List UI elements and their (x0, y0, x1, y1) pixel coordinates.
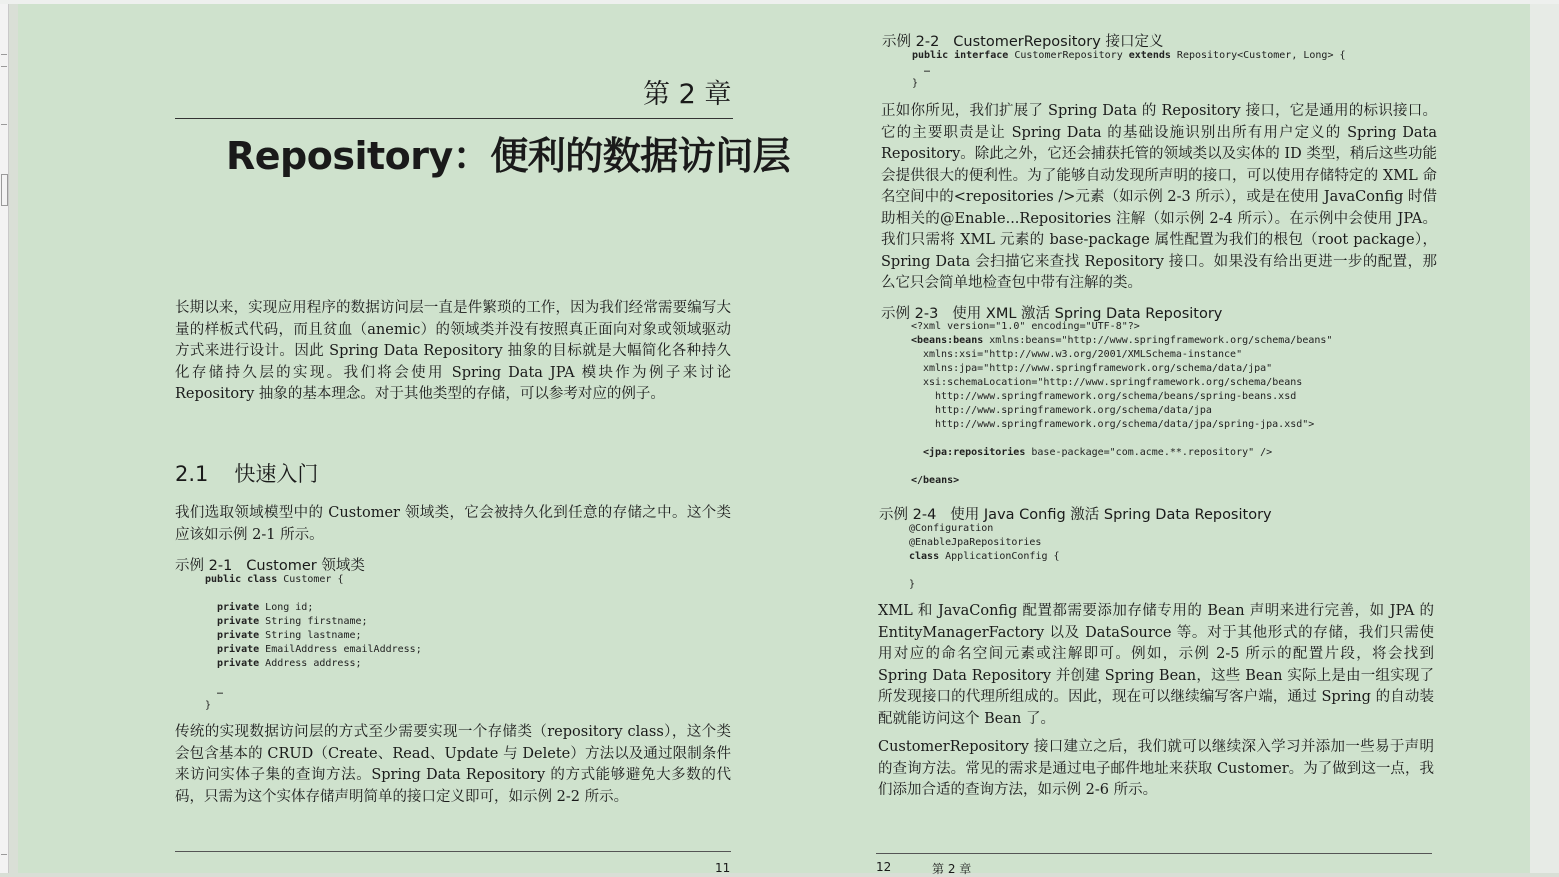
example-label: 示例 2-3 (881, 306, 939, 322)
paragraph-1: 正如你所见，我们扩展了 Spring Data 的 Repository 接口，它是通用的标识接口。它的主要职责是让 Spring Data 的基础设施识别出所有用户定义的 Spring Data Repository。除此之外，它还会捕获托管的领域类以及实体的 ID 类型，稍后这些功能会提供很大的便利性。为了能够自动发现所声明的接口，可以使用存储特定的 XML 命名空间中的<repositories />元素（如示例 2-3 所示），或是在使用 JavaConfig 时借助相关的@Enable...Repositories 注解（如示例 2-4 所示）。在示例中会使用 JPA。我们只需将 XML 元素的 base-package 属性配置为我们的根包（root package），Spring Data 会扫描它来查找 Repository 接口。如果没有给出更进一步的配置，那么它只会简单地检查包中带有注解的类。 (881, 103, 1437, 291)
example-2-1-caption (175, 554, 365, 575)
footer-rule (175, 851, 731, 852)
code-line (205, 685, 422, 699)
code-line (911, 334, 1332, 348)
code-line (912, 49, 1346, 63)
code-text: <?xml version="1.0" encoding="UTF-8"?> (911, 321, 1140, 332)
code-line (911, 390, 1332, 404)
code-line (205, 587, 422, 601)
code-keyword: public interface (912, 50, 1009, 61)
code-text: … (924, 64, 931, 75)
code-line (911, 404, 1332, 418)
code-line (911, 446, 1332, 460)
code-text: @Configuration (909, 523, 994, 534)
document-viewer[interactable] (18, 4, 1530, 876)
code-line (205, 657, 422, 671)
code-text: Customer { (277, 574, 344, 585)
example-2-4-caption (879, 503, 1272, 524)
code-line (205, 601, 422, 615)
code-block-2-2 (912, 49, 1346, 91)
code-text: String lastname; (259, 630, 362, 641)
code-line (205, 699, 422, 713)
strip-tick (1, 124, 7, 125)
code-text: } (912, 78, 919, 89)
strip-marker[interactable] (1, 174, 8, 206)
code-line (911, 418, 1332, 432)
code-line (205, 573, 422, 587)
footer-chapter: 第 2 章 (932, 862, 972, 876)
code-text: xsi:schemaLocation="http://www.springframework.org/schema/beans (923, 377, 1303, 388)
code-text: } (909, 579, 916, 590)
code-line (909, 578, 1060, 592)
code-text: CustomerRepository (1008, 50, 1129, 61)
code-keyword: private (217, 630, 260, 641)
code-line (205, 629, 422, 643)
section-number: 2.1 (175, 462, 209, 486)
code-block-2-3 (911, 320, 1332, 488)
chapter-number: 第 2 章 (643, 79, 732, 110)
closing-paragraph: 传统的实现数据访问层的方式至少需要实现一个存储类（repository class），这个类会包含基本的 CRUD（Create、Read、Update 与 Delete）方法以及通过限制条件来访问实体子集的查询方法。Spring Data Repository 的方式能够避免大多数的代码，只需为这个实体存储声明简单的接口定义即可，如示例 2-2 所示。 (175, 724, 731, 805)
code-text: http://www.springframework.org/schema/data/jpa (935, 405, 1212, 416)
code-keyword: private (217, 644, 260, 655)
example-title: 使用 Java Config 激活 Spring Data Repository (950, 507, 1272, 523)
code-keyword: private (217, 658, 260, 669)
code-line (205, 615, 422, 629)
code-keyword: class (909, 551, 940, 562)
code-text: Repository<Customer, Long> { (1170, 50, 1346, 61)
code-text: Long id; (259, 602, 314, 613)
code-text: } (205, 700, 212, 711)
intro-paragraph: 长期以来，实现应用程序的数据访问层一直是件繁琐的工作，因为我们经常需要编写大量的样板式代码，而且贫血（anemic）的领域类并没有按照真正面向对象或领域驱动方式来进行设计。因此 Spring Data Repository 抽象的目标就是大幅简化各种持久化存储持久层的实现。我们将会使用 Spring Data JPA 模块作为例子来讨论 Repository 抽象的基本理念。对于其他类型的存储，可以参考对应的例子。 (175, 300, 731, 402)
code-line (911, 474, 1332, 488)
code-block-2-1 (205, 573, 422, 713)
right-page (774, 4, 1530, 876)
code-keyword: private (217, 602, 260, 613)
code-line (909, 550, 1060, 564)
chapter-title: Repository：便利的数据访问层 (226, 134, 791, 178)
code-line (911, 320, 1332, 334)
code-text: Address address; (259, 658, 362, 669)
code-keyword: <jpa:repositories (923, 447, 1026, 458)
code-line (911, 376, 1332, 390)
code-text: xmlns:jpa="http://www.springframework.org/schema/data/jpa" (923, 363, 1273, 374)
code-line (909, 522, 1060, 536)
code-line (912, 77, 1346, 91)
strip-tick (1, 854, 7, 855)
chapter-rule (175, 118, 733, 119)
page-number: 12 (876, 860, 892, 874)
code-text: http://www.springframework.org/schema/beans/spring-beans.xsd (935, 391, 1297, 402)
code-line (912, 63, 1346, 77)
footer-rule (876, 853, 1432, 854)
example-title: CustomerRepository 接口定义 (953, 34, 1164, 50)
code-keyword: <beans:beans (911, 335, 984, 346)
strip-tick (1, 54, 7, 55)
code-text: base-package="com.acme.**.repository" /> (1025, 447, 1273, 458)
code-text: ApplicationConfig { (939, 551, 1060, 562)
paragraph-2: XML 和 JavaConfig 配置都需要添加存储专用的 Bean 声明来进行完善，如 JPA 的 EntityManagerFactory 以及 DataSource 等。对于其他形式的存储，我们只需使用对应的命名空间元素或注解即可。例如，示例 2-5 所示的配置片段，将会找到 Spring Data Repository 并创建 Spring Bean，这些 Bean 实际上是由一组实现了所发现接口的代理所组成的。因此，现在可以继续编写客户端，通过 Spring 的自动装配就能访问这个 Bean 了。 (878, 603, 1434, 727)
left-scroll-strip[interactable] (0, 4, 9, 873)
code-line (911, 348, 1332, 362)
code-line (205, 643, 422, 657)
code-text: http://www.springframework.org/schema/data/jpa/spring-jpa.xsd"> (935, 419, 1315, 430)
paragraph-3: CustomerRepository 接口建立之后，我们就可以继续深入学习并添加一些易于声明的查询方法。常见的需求是通过电子邮件地址来获取 Customer。为了做到这一点，我们添加合适的查询方法，如示例 2-6 所示。 (878, 739, 1434, 798)
example-2-2-caption (882, 30, 1163, 51)
example-title: Customer 领域类 (246, 558, 365, 574)
example-label: 示例 2-4 (879, 507, 937, 523)
section-paragraph: 我们选取领域模型中的 Customer 领域类，它会被持久化到任意的存储之中。这个类应该如示例 2-1 所示。 (175, 505, 731, 543)
example-title: 使用 XML 激活 Spring Data Repository (952, 306, 1223, 322)
code-line (909, 564, 1060, 578)
code-text: EmailAddress emailAddress; (259, 644, 422, 655)
code-text: @EnableJpaRepositories (909, 537, 1042, 548)
code-text: String firstname; (259, 616, 368, 627)
code-text: xmlns:xsi="http://www.w3.org/2001/XMLSchema-instance" (923, 349, 1243, 360)
code-line (911, 432, 1332, 446)
code-line (911, 460, 1332, 474)
code-keyword: public class (205, 574, 278, 585)
page-number: 11 (715, 861, 731, 875)
code-line (911, 362, 1332, 376)
code-block-2-4 (909, 522, 1060, 592)
section-title: 快速入门 (234, 462, 319, 486)
code-keyword: </beans> (911, 475, 960, 486)
code-line (205, 671, 422, 685)
code-line (909, 536, 1060, 550)
code-text: … (217, 686, 224, 697)
strip-tick (1, 66, 7, 67)
left-page (18, 4, 791, 875)
code-text: xmlns:beans="http://www.springframework.org/schema/beans" (983, 335, 1333, 346)
example-label: 示例 2-2 (882, 34, 940, 50)
section-heading (175, 458, 318, 488)
example-label: 示例 2-1 (175, 558, 233, 574)
code-keyword: extends (1128, 50, 1171, 61)
code-keyword: private (217, 616, 260, 627)
right-margin-strip (1530, 4, 1559, 873)
